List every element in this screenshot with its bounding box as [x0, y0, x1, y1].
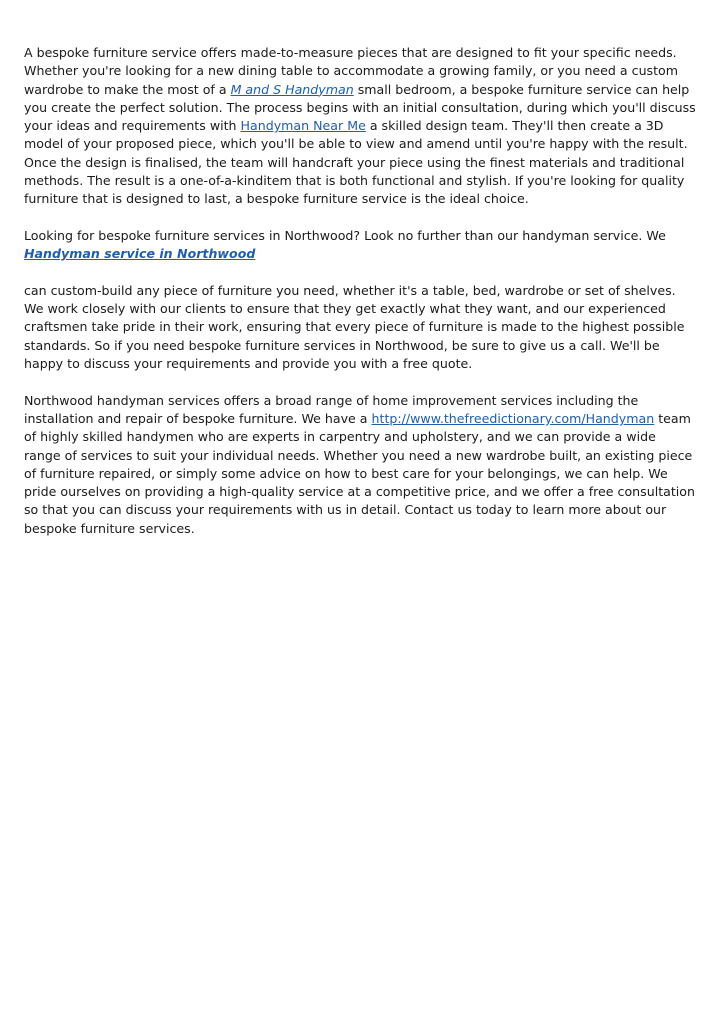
link-m-and-s-handyman[interactable]: M and S Handyman	[230, 81, 354, 97]
paragraph-northwood-lead	[24, 227, 696, 264]
link-thefreedictionary[interactable]: http://www.thefreedictionary.com/Handyman	[371, 410, 655, 426]
link-handyman-service-northwood[interactable]: Handyman service in Northwood	[24, 246, 256, 262]
paragraph-text: Looking for bespoke furniture services in Northwood? Look no further than our handyman service. We	[24, 227, 666, 243]
paragraph-text: team of highly skilled handymen who are experts in carpentry and upholstery, and we can provide a wide range of services to suit your individual needs. Whether you need a new wardrobe built, an existing piece of furniture repaired, or simply some advice on how to best care for your belongings, we can help. We pride ourselves on providing a high-quality service at a competitive price, and we offer a free consultation so that you can discuss your requirements with us in detail. Contact us today to learn more about our bespoke furniture services.	[24, 410, 695, 536]
paragraph-text: A bespoke furniture service offers made-to-measure pieces that are designed to fit your specific needs. Whether you're looking for a new dining table to accommodate a growing family, or you need a custom wardrobe to make the most of a	[24, 45, 679, 97]
paragraph-text: a skilled design team. They'll then create a 3D model of your proposed piece, which you'll be able to view and amend until you're happy with the result. Once the design is finalised, the team will handcraft your piece using the finest materials and traditional methods. The result is a one-of-a-kinditem that is both functional and stylish. If you're looking for quality furniture that is designed to last, a bespoke furniture service is the ideal choice.	[24, 118, 688, 207]
paragraph-northwood-services	[24, 392, 696, 538]
paragraph-text: Northwood handyman services offers a broad range of home improvement services including the installation and repair of bespoke furniture. We have a	[24, 392, 639, 426]
document-body	[24, 44, 696, 556]
paragraph-text: can custom-build any piece of furniture you need, whether it's a table, bed, wardrobe or set of shelves. We work closely with our clients to ensure that they get exactly what they want, and our experienced craftsmen take pride in their work, ensuring that every piece of furniture is made to the highest possible standards. So if you need bespoke furniture services in Northwood, be sure to give us a call. We'll be happy to discuss your requirements and provide you with a free quote.	[24, 282, 685, 372]
paragraph-text: small bedroom, a bespoke furniture service can help you create the perfect solution. The process begins with an initial consultation, during which you'll discuss your ideas and requirements with	[24, 81, 696, 134]
link-handyman-near-me[interactable]: Handyman Near Me	[240, 118, 366, 134]
paragraph-custom-build	[24, 282, 696, 373]
paragraph-intro	[24, 44, 696, 209]
